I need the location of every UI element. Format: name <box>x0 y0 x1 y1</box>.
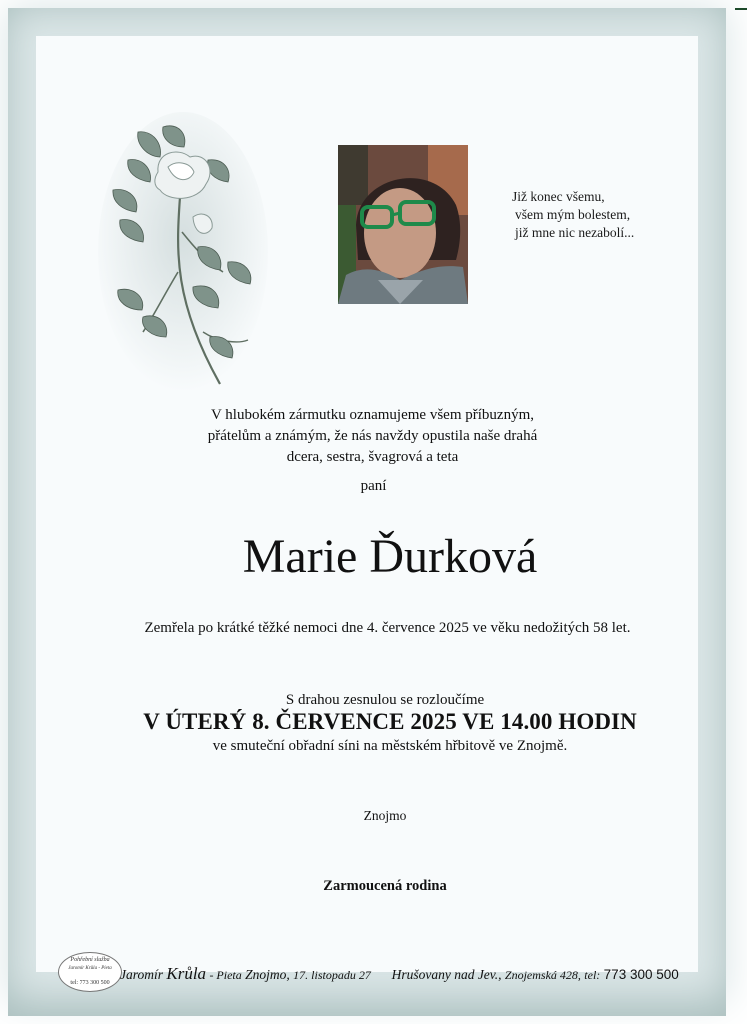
footer-street-1: 17. listopadu 27 <box>293 968 371 982</box>
intro-line: dcera, sestra, švagrová a teta <box>286 449 459 465</box>
farewell-datetime: V ÚTERÝ 8. ČERVENCE 2025 VE 14.00 HODIN <box>143 709 637 734</box>
footer-phone: 773 300 500 <box>603 967 679 982</box>
intro-line: přátelům a známým, že nás navždy opustila naše drahá <box>207 428 538 444</box>
footer-contact <box>120 964 720 984</box>
poem-line: všem mým bolestem, <box>515 207 631 222</box>
funeral-service-logo <box>58 952 122 992</box>
intro-line: V hlubokém zármutku oznamujeme všem příbuzným, <box>211 407 534 423</box>
poem <box>512 188 672 242</box>
rose-illustration <box>98 112 268 392</box>
family-signature: Zarmoucená rodina <box>323 878 447 894</box>
poem-line: již mne nic nezabolí... <box>515 225 635 240</box>
logo-bottom-text: tel: 773 300 500 <box>70 980 110 986</box>
footer-phone-label: tel: <box>584 968 601 982</box>
poem-line: Již konec všemu, <box>512 189 605 204</box>
intro-text <box>150 405 595 468</box>
footer-name-first: Jaromír <box>120 967 163 982</box>
footer-city-1: Znojmo, <box>245 967 290 982</box>
farewell-intro: S drahou zesnulou se rozloučíme <box>285 692 485 708</box>
footer-city-2: Hrušovany nad Jev., <box>391 967 502 982</box>
logo-top-text: Pohřební služba <box>70 957 110 963</box>
town: Znojmo <box>363 808 407 823</box>
death-notice: Zemřela po krátké těžké nemoci dne 4. července 2025 ve věku nedožitých 58 let. <box>144 620 631 636</box>
portrait-photo <box>338 145 468 304</box>
corner-mark <box>735 8 747 10</box>
deceased-name: Marie Ďurková <box>242 530 538 583</box>
honorific: paní <box>360 478 387 494</box>
footer-street-2: Znojemská 428, <box>504 968 581 982</box>
footer-name-brand: Krůla <box>166 964 207 983</box>
farewell-place: ve smuteční obřadní síni na městském hřbitově ve Znojmě. <box>212 738 568 754</box>
logo-middle-text: Jaromír Krůla - Pieta <box>68 966 112 971</box>
footer-name-suffix: - Pieta <box>209 968 242 982</box>
